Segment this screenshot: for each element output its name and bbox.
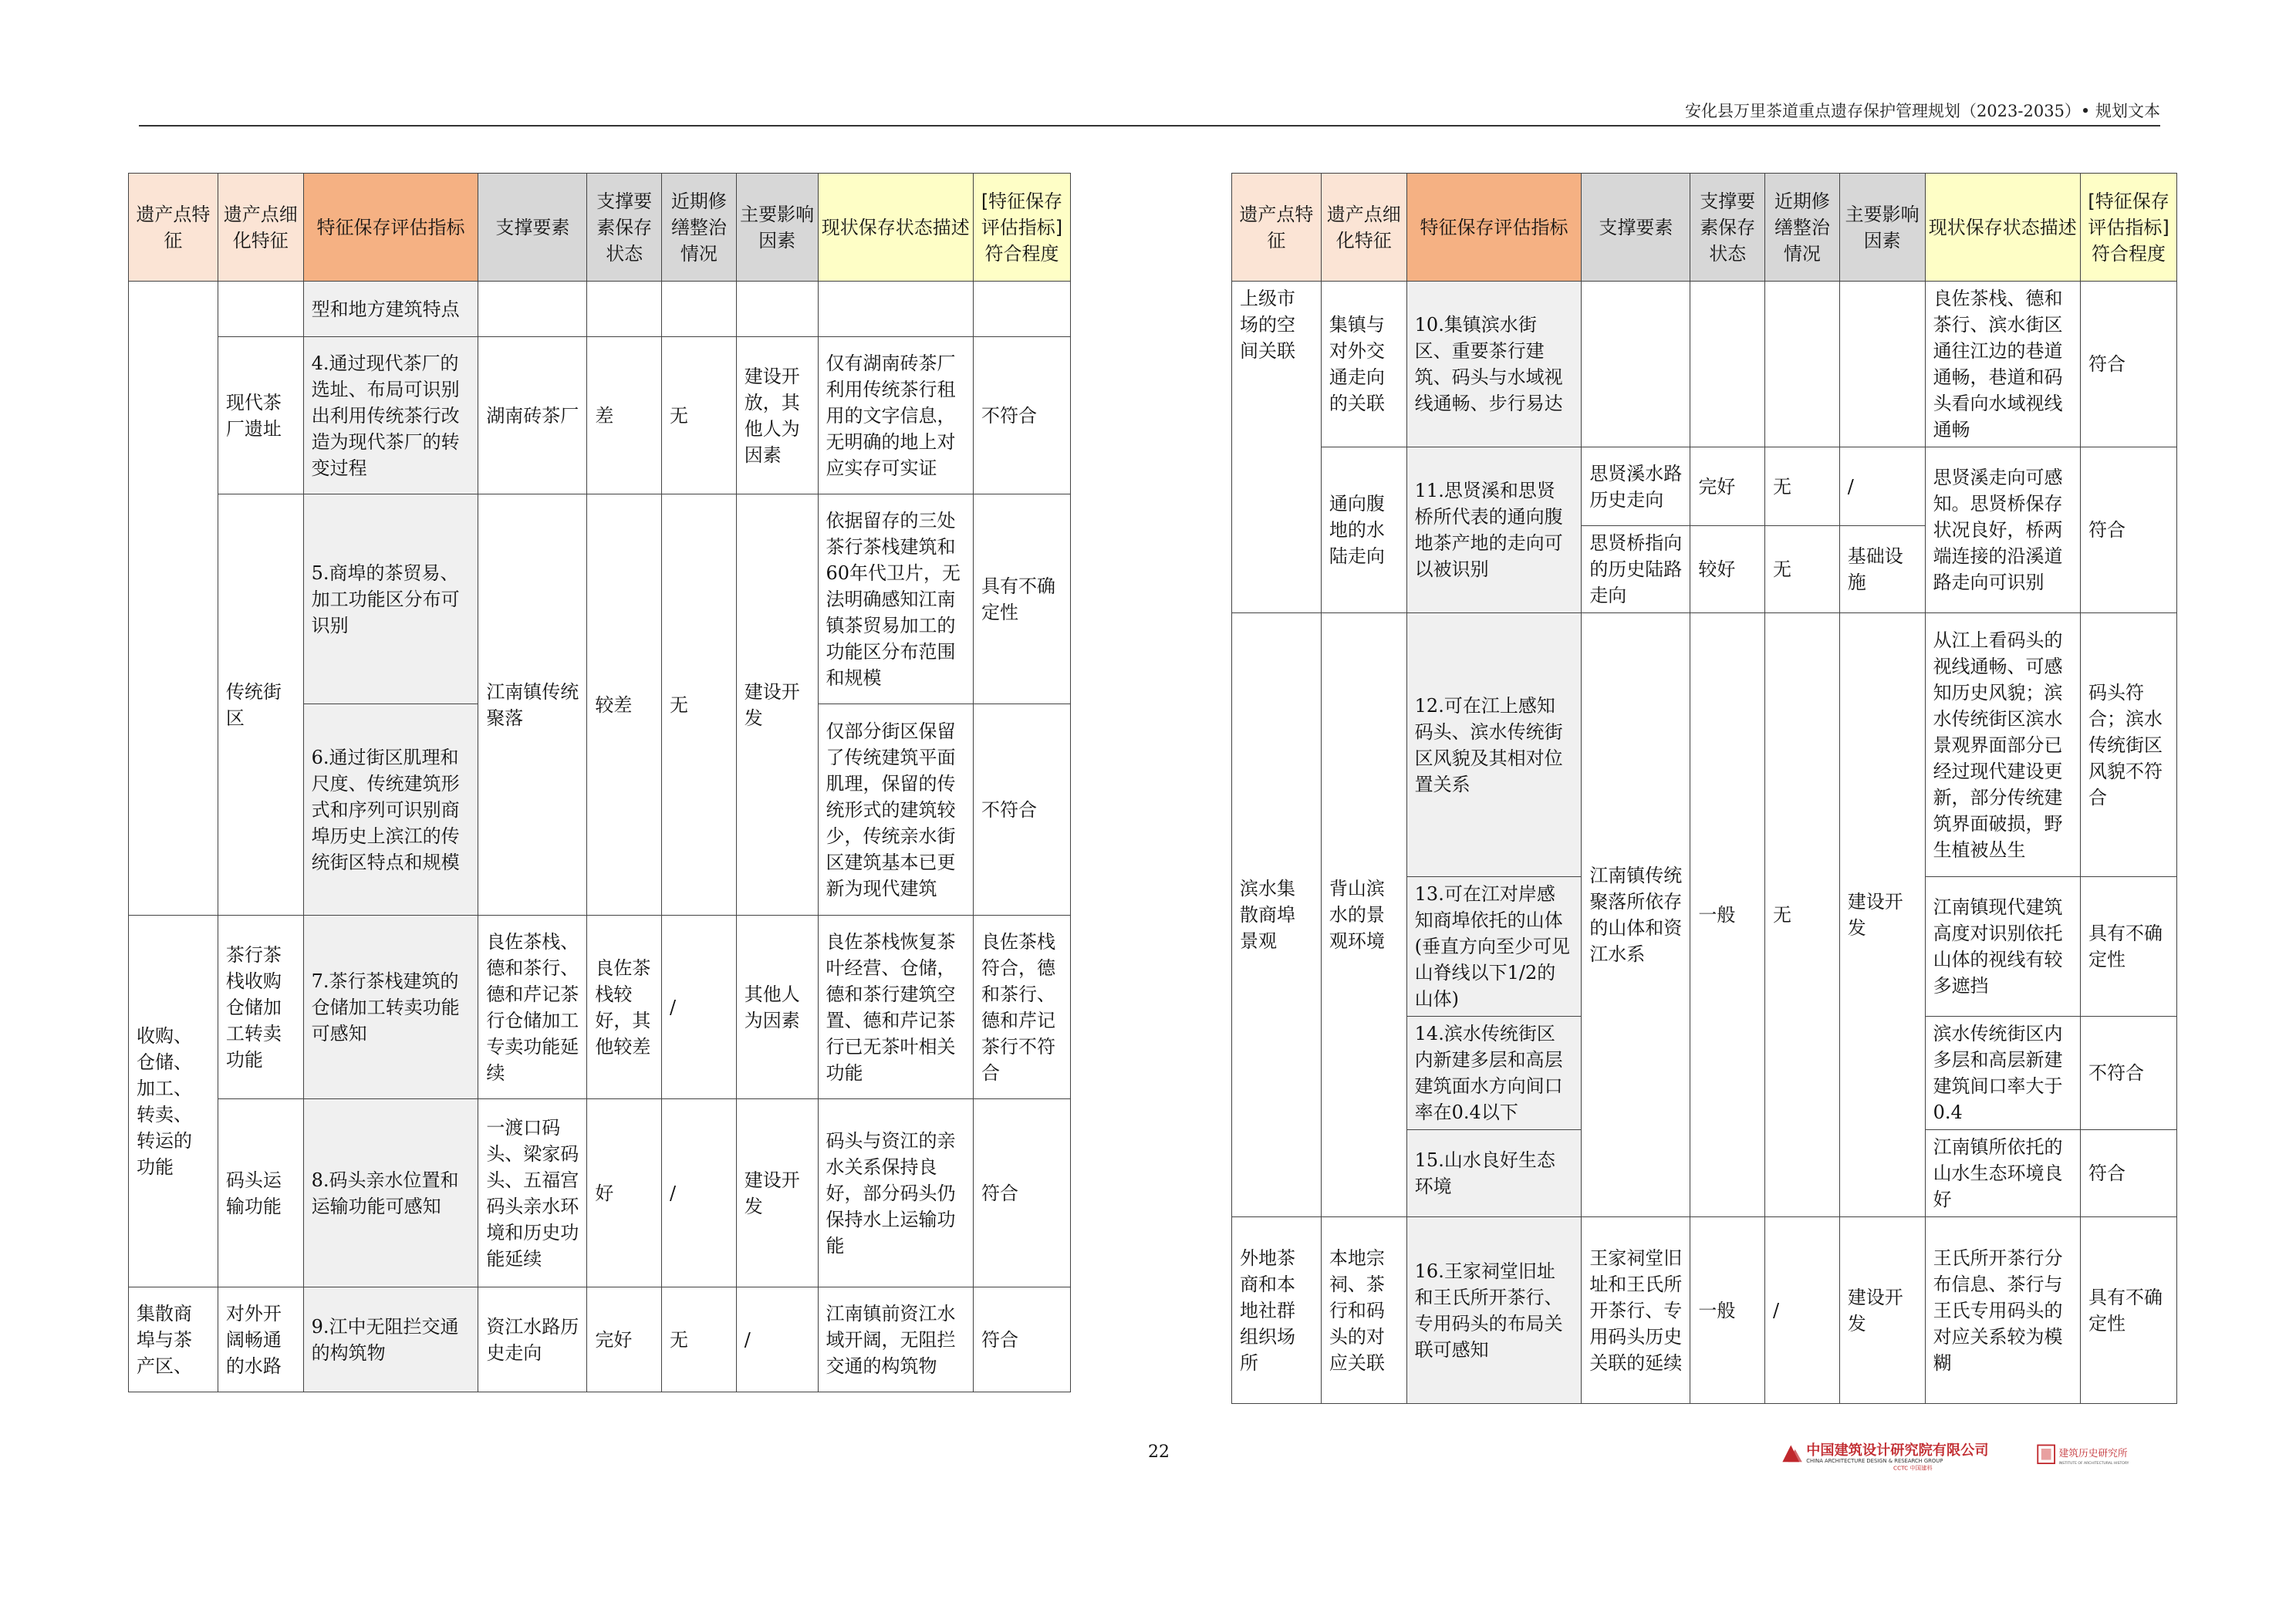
page-number: 22 [1148,1442,1170,1462]
cell-desc: 江南镇所依托的山水生态环境良好 [1925,1130,2080,1217]
cell-conformity: 符合 [2081,1130,2177,1217]
cell-desc: 王氏所开茶行分布信息、茶行与王氏专用码头的对应关系较为模糊 [1925,1217,2080,1404]
cadg-logo [1762,1441,2179,1472]
cell [974,282,1071,337]
cell-factor: / [736,1287,818,1392]
cell-feature: 收购、仓储、加工、转卖、转运的功能 [129,916,218,1287]
cell-factor: 基础设施 [1839,526,1925,613]
cell-feature: 集散商埠与茶产区、 [129,1287,218,1392]
table-row [1232,447,2177,526]
cell-sub: 茶行茶栈收购仓储加工转卖功能 [218,916,303,1099]
cell-support: 湖南砖茶厂 [478,337,587,494]
cell-desc: 滨水传统街区内多层和高层新建建筑间口率大于0.4 [1925,1017,2080,1130]
right-table [1231,173,2177,1404]
cell-sub: 背山滨水的景观环境 [1321,613,1406,1217]
cell [1839,282,1925,447]
col-header: 遗产点细化特征 [1321,174,1406,282]
cell-desc: 仅部分街区保留了传统建筑平面肌理，保留的传统形式的建筑较少，传统亲水街区建筑基本已更新为现代建筑 [818,704,973,916]
cell-indicator: 15.山水良好生态环境 [1406,1130,1582,1217]
cell-conformity: 不符合 [2081,1017,2177,1130]
col-header: 支撑要素保存状态 [587,174,662,282]
table-row [129,282,1071,337]
cell-state: 较好 [1690,526,1765,613]
table-row [129,1099,1071,1287]
cell-state: 一般 [1690,1217,1765,1404]
col-header: 特征保存评估指标 [303,174,478,282]
cell-conformity: 符合 [974,1287,1071,1392]
table-row [1232,613,2177,877]
table-row [129,337,1071,494]
col-header: 遗产点特征 [1232,174,1322,282]
cell-sub: 本地宗祠、茶行和码头的对应关联 [1321,1217,1406,1404]
table-header-row [129,174,1071,282]
cell-indicator: 13.可在江对岸感知商埠依托的山体(垂直方向至少可见山脊线以下1/2的山体) [1406,877,1582,1017]
cell-repair: 无 [662,337,737,494]
table-row [129,916,1071,1099]
cell-repair: 无 [1765,447,1840,526]
cell-repair: 无 [1765,526,1840,613]
cell-indicator: 5.商埠的茶贸易、加工功能区分布可识别 [303,494,478,704]
cell-repair: / [1765,1217,1840,1404]
cell-feature: 外地茶商和本地社群组织场所 [1232,1217,1322,1404]
cell-factor: 建设开发 [736,494,818,916]
col-header: 近期修缮整治情况 [1765,174,1840,282]
cell-support: 良佐茶栈、德和茶行、德和芹记茶行仓储加工专卖功能延续 [478,916,587,1099]
cell-indicator: 10.集镇滨水街区、重要茶行建筑、码头与水域视线通畅、步行易达 [1406,282,1582,447]
cell-desc: 江南镇前资江水域开阔，无阻拦交通的构筑物 [818,1287,973,1392]
cell-sub: 通向腹地的水陆走向 [1321,447,1406,613]
col-header: [特征保存评估指标]符合程度 [974,174,1071,282]
cell-state: 一般 [1690,613,1765,1217]
cell-support: 思贤溪水路历史走向 [1582,447,1690,526]
cell-conformity: 符合 [974,1099,1071,1287]
header-rule [139,125,2160,127]
cell-factor: 建设开发 [736,1099,818,1287]
cell-factor: / [1839,447,1925,526]
table-row [129,1287,1071,1392]
cell-indicator: 4.通过现代茶厂的选址、布局可识别出利用传统茶行改造为现代茶厂的转变过程 [303,337,478,494]
cell-conformity: 不符合 [974,337,1071,494]
cell-sub: 传统街区 [218,494,303,916]
cell-conformity: 不符合 [974,704,1071,916]
col-header: [特征保存评估指标]符合程度 [2081,174,2177,282]
cell-repair: / [662,1099,737,1287]
cell-indicator: 9.江中无阻拦交通的构筑物 [303,1287,478,1392]
col-header: 支撑要素 [478,174,587,282]
cell-indicator: 6.通过街区肌理和尺度、传统建筑形式和序列可识别商埠历史上滨江的传统街区特点和规模 [303,704,478,916]
cell [662,282,737,337]
cell [818,282,973,337]
col-header: 遗产点细化特征 [218,174,303,282]
cell-state: 完好 [1690,447,1765,526]
cell-repair: 无 [1765,613,1840,1217]
cell-desc: 仅有湖南砖茶厂利用传统茶行租用的文字信息，无明确的地上对应实存可实证 [818,337,973,494]
cell [736,282,818,337]
logo2-en: INSTITUTE OF ARCHITECTURAL HISTORY [2058,1462,2129,1466]
cell-factor: 建设开放，其他人为因素 [736,337,818,494]
cell-feature: 上级市场的空间关联 [1232,282,1322,613]
col-header: 主要影响因素 [736,174,818,282]
cell-conformity: 符合 [2081,447,2177,613]
cell-feature: 滨水集散商埠景观 [1232,613,1322,1217]
col-header: 主要影响因素 [1839,174,1925,282]
cell-factor: 其他人为因素 [736,916,818,1099]
col-header: 支撑要素 [1582,174,1690,282]
cell-support: 思贤桥指向的历史陆路走向 [1582,526,1690,613]
cell [478,282,587,337]
cell-factor: 建设开发 [1839,1217,1925,1404]
cell-feature [129,282,218,916]
logo-sub: CCTC 中国建科 [1893,1464,1933,1472]
cell-state: 完好 [587,1287,662,1392]
cell-indicator: 11.思贤溪和思贤桥所代表的通向腹地茶产地的走向可以被识别 [1406,447,1582,613]
cell-conformity: 具有不确定性 [974,494,1071,704]
cell-sub: 现代茶厂遗址 [218,337,303,494]
cell-desc: 良佐茶栈、德和茶行、滨水街区通往江边的巷道通畅，巷道和码头看向水域视线通畅 [1925,282,2080,447]
cell-indicator: 型和地方建筑特点 [303,282,478,337]
cell-desc: 依据留存的三处茶行茶栈建筑和60年代卫片，无法明确感知江南镇茶贸易加工的功能区分布范围和规模 [818,494,973,704]
left-table [128,173,1071,1392]
cell-support: 王家祠堂旧址和王氏所开茶行、专用码头历史关联的延续 [1582,1217,1690,1404]
cell-desc: 思贤溪走向可感知。思贤桥保存状况良好，桥两端连接的沿溪道路走向可识别 [1925,447,2080,613]
col-header: 现状保存状态描述 [818,174,973,282]
cell-factor: 建设开发 [1839,613,1925,1217]
table-header-row [1232,174,2177,282]
cell-desc: 江南镇现代建筑高度对识别依托山体的视线有较多遮挡 [1925,877,2080,1017]
col-header: 特征保存评估指标 [1406,174,1582,282]
cell-repair: 无 [662,494,737,916]
cell-sub: 码头运输功能 [218,1099,303,1287]
cell-support: 江南镇传统聚落所依存的山体和资江水系 [1582,613,1690,1217]
cell [1765,282,1840,447]
cell-conformity: 码头符合；滨水传统街区风貌不符合 [2081,613,2177,877]
table-row [1232,282,2177,447]
cell-support: 资江水路历史走向 [478,1287,587,1392]
cell-repair: / [662,916,737,1099]
cell-indicator: 7.茶行茶栈建筑的仓储加工转卖功能可感知 [303,916,478,1099]
logo2-cn: 建筑历史研究所 [2058,1447,2128,1459]
cell [1690,282,1765,447]
cell-conformity: 具有不确定性 [2081,1217,2177,1404]
cell-desc: 码头与资江的亲水关系保持良好，部分码头仍保持水上运输功能 [818,1099,973,1287]
cell-indicator: 12.可在江上感知码头、滨水传统街区风貌及其相对位置关系 [1406,613,1582,877]
cell-support: 江南镇传统聚落 [478,494,587,916]
table-row [129,494,1071,704]
cell-state: 差 [587,337,662,494]
logo-cn: 中国建筑设计研究院有限公司 [1806,1442,1989,1459]
cell-state: 好 [587,1099,662,1287]
cell-state: 良佐茶栈较好，其他较差 [587,916,662,1099]
cell-support: 一渡口码头、梁家码头、五福宫码头亲水环境和历史功能延续 [478,1099,587,1287]
logo-en: CHINA ARCHITECTURE DESIGN & RESEARCH GROUP [1806,1458,1943,1465]
col-header: 遗产点特征 [129,174,218,282]
cell-state: 较差 [587,494,662,916]
cell-sub: 对外开阔畅通的水路 [218,1287,303,1392]
cell-indicator: 14.滨水传统街区内新建多层和高层建筑面水方向间口率在0.4以下 [1406,1017,1582,1130]
cell [1582,282,1690,447]
cell-desc: 从江上看码头的视线通畅、可感知历史风貌；滨水传统街区滨水景观界面部分已经过现代建设更新，部分传统建筑界面破损，野生植被丛生 [1925,613,2080,877]
cell-conformity: 符合 [2081,282,2177,447]
cell-conformity: 具有不确定性 [2081,877,2177,1017]
col-header: 近期修缮整治情况 [662,174,737,282]
page-header-title: 安化县万里茶道重点遗存保护管理规划（2023-2035）• 规划文本 [1684,102,2160,120]
cell-indicator: 8.码头亲水位置和运输功能可感知 [303,1099,478,1287]
cell-sub [218,282,303,337]
cell-indicator: 16.王家祠堂旧址和王氏所开茶行、专用码头的布局关联可感知 [1406,1217,1582,1404]
table-row [1232,1217,2177,1404]
col-header: 支撑要素保存状态 [1690,174,1765,282]
cell-desc: 良佐茶栈恢复茶叶经营、仓储，德和茶行建筑空置、德和芹记茶行已无茶叶相关功能 [818,916,973,1099]
cell-sub: 集镇与对外交通走向的关联 [1321,282,1406,447]
cell-repair: 无 [662,1287,737,1392]
cell-conformity: 良佐茶栈符合，德和茶行、德和芹记茶行不符合 [974,916,1071,1099]
col-header: 现状保存状态描述 [1925,174,2080,282]
cell [587,282,662,337]
